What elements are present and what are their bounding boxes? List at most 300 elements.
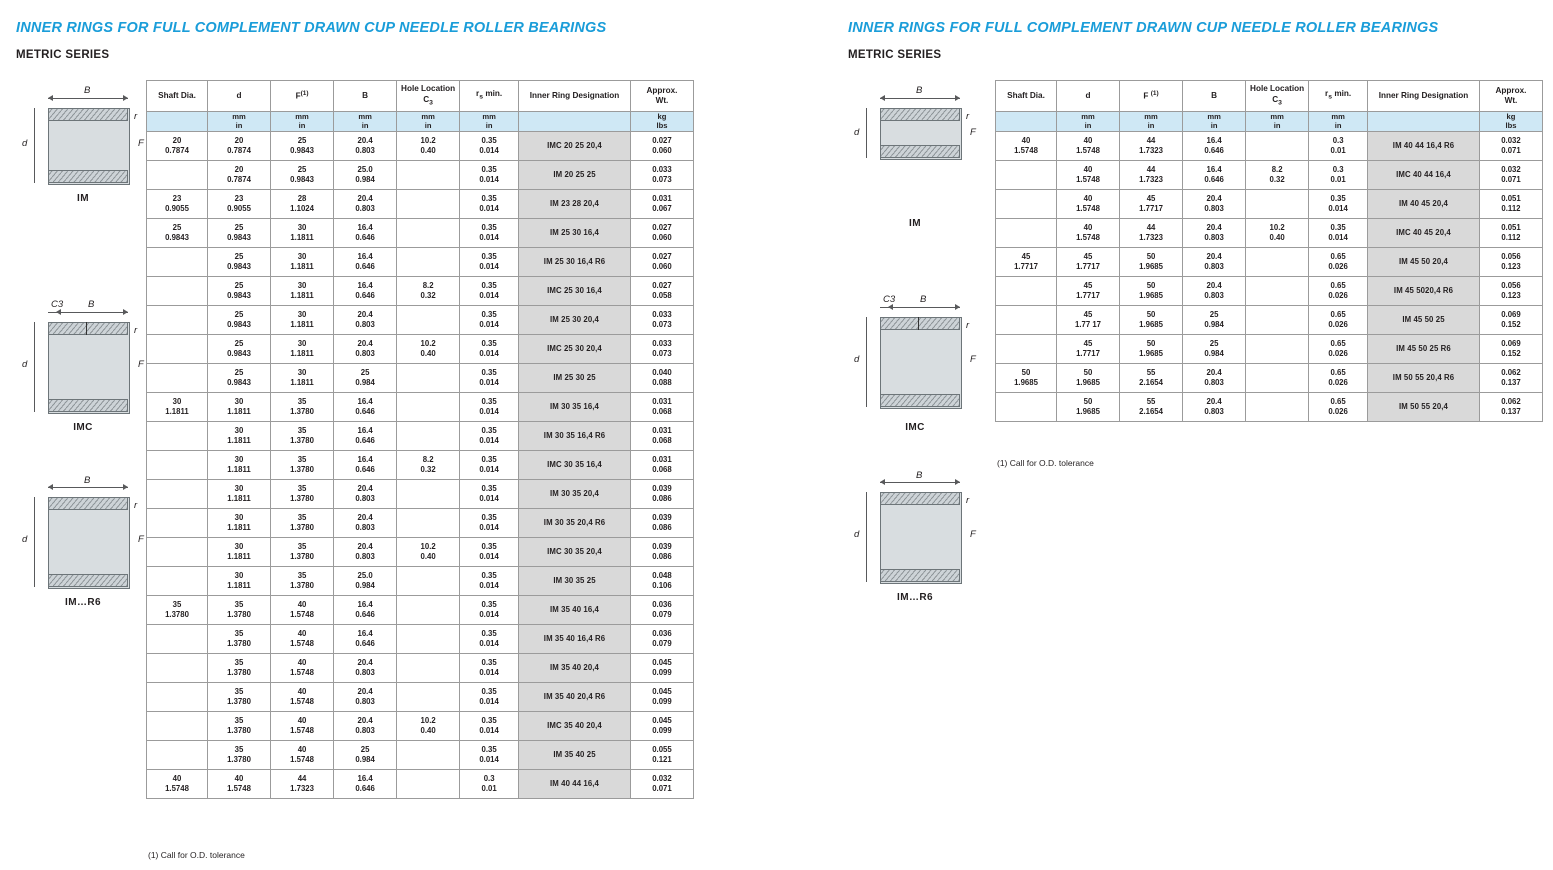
cell-value-mm: 16.4: [1206, 165, 1222, 175]
cell-value-mm: 20.4: [1206, 368, 1222, 378]
cell-value-mm: 0.031: [652, 455, 672, 465]
cell-value-in: 0.40: [420, 551, 436, 561]
cell-shaft-dia: [147, 769, 208, 798]
cell-value-in: 1.5748: [1014, 145, 1038, 155]
cell-value-mm: 40: [1083, 194, 1093, 204]
cell-hole-location: [1246, 160, 1309, 189]
cell-value-in: 0.646: [355, 261, 375, 271]
cell-value-in: 0.071: [1501, 145, 1521, 155]
cell-approx-wt: [630, 276, 693, 305]
cell-value-mm: 20.4: [357, 658, 373, 668]
cell-hole-location: [397, 305, 460, 334]
cell-value-mm: 25: [234, 223, 244, 233]
cell-r-min: [460, 334, 519, 363]
cell-shaft-dia: [147, 682, 208, 711]
cell-value-in: 0.646: [355, 638, 375, 648]
cell-approx-wt: [1479, 334, 1542, 363]
cell-value-mm: 16.4: [357, 252, 373, 262]
cell-r-min: [460, 479, 519, 508]
cell-value-in: 1.7717: [1076, 290, 1100, 300]
ring-section-hatch-bottom: [880, 569, 960, 582]
cell-value-in: 0.014: [479, 145, 499, 155]
cell-value-mm: 0.056: [1501, 252, 1521, 262]
cell-value-in: 1.3780: [290, 435, 314, 445]
cell-value-mm: 0.045: [652, 716, 672, 726]
cell-designation: IM 35 40 20,4 R6: [519, 682, 631, 711]
cell-value-in: 1.9685: [1139, 319, 1163, 329]
cell-value-mm: 0.069: [1501, 339, 1521, 349]
dim-label-f: F: [970, 127, 976, 138]
cell-value-mm: 0.35: [481, 368, 497, 378]
cell-approx-wt: [630, 131, 693, 160]
cell-shaft-dia: [147, 450, 208, 479]
cell-value-in: 1.7717: [1076, 261, 1100, 271]
cell-designation: IMC 25 30 20,4: [519, 334, 631, 363]
units-mm: mm: [1207, 112, 1221, 121]
cell-approx-wt: [1479, 276, 1542, 305]
cell-value-mm: 0.35: [481, 484, 497, 494]
cell-value-mm: 30: [297, 223, 307, 233]
cell-value-mm: 35: [234, 687, 244, 697]
table-header-row: [996, 81, 1543, 112]
cell-value-mm: 0.031: [652, 194, 672, 204]
table-units-row: [996, 112, 1543, 132]
table-row: [147, 305, 694, 334]
cell-designation: IM 45 5020,4 R6: [1368, 276, 1480, 305]
cell-approx-wt: [1479, 218, 1542, 247]
cell-value-in: 0.32: [420, 464, 436, 474]
drawing-im-r6-right: [850, 470, 980, 615]
cell-b: [1183, 131, 1246, 160]
th-shaft-dia: Shaft Dia.: [147, 81, 208, 112]
cell-value-in: 0.803: [355, 551, 375, 561]
right-spec-table: [995, 80, 1543, 422]
cell-designation: IM 30 35 16,4 R6: [519, 421, 631, 450]
cell-r-min: [1309, 247, 1368, 276]
dim-label-r: r: [966, 495, 970, 506]
cell-value-in: 0.014: [479, 377, 499, 387]
cell-d: [1057, 363, 1120, 392]
cell-value-mm: 30: [297, 281, 307, 291]
cell-value-in: 0.123: [1501, 261, 1521, 271]
cell-value-mm: 0.027: [652, 136, 672, 146]
cell-hole-location: [397, 682, 460, 711]
cell-b: [334, 189, 397, 218]
cell-value-mm: 16.4: [357, 629, 373, 639]
cell-r-min: [1309, 334, 1368, 363]
units-mm: mm: [1331, 112, 1345, 121]
cell-approx-wt: [630, 653, 693, 682]
cell-value-in: 0.646: [355, 406, 375, 416]
cell-approx-wt: [1479, 247, 1542, 276]
left-panel: [8, 0, 768, 870]
cell-value-in: 0.803: [355, 319, 375, 329]
drawing-im-r6-left: [18, 475, 148, 615]
cell-value-mm: 25: [360, 368, 370, 378]
cell-value-in: 0.984: [355, 174, 375, 184]
cell-r-min: [1309, 131, 1368, 160]
cell-value-in: 1.7323: [290, 783, 314, 793]
cell-value-mm: 0.033: [652, 339, 672, 349]
cell-value-mm: 40: [1021, 136, 1031, 146]
cell-d: [208, 334, 271, 363]
cell-d: [208, 131, 271, 160]
cell-hole-location: [397, 769, 460, 798]
cell-value-in: 1.9685: [1139, 261, 1163, 271]
cell-value-in: 0.014: [479, 580, 499, 590]
dim-d-line: [34, 322, 35, 412]
cell-value-in: 0.014: [479, 551, 499, 561]
cell-shaft-dia: [147, 537, 208, 566]
cell-approx-wt: [630, 769, 693, 798]
units-mm: mm: [358, 112, 372, 121]
cell-value-in: 0.40: [420, 725, 436, 735]
cell-value-mm: 10.2: [420, 136, 436, 146]
cell-value-in: 0.014: [479, 319, 499, 329]
cell-value-mm: 40: [297, 716, 307, 726]
th-inner-ring-designation: Inner Ring Designation: [519, 81, 631, 112]
cell-value-mm: 0.35: [1330, 223, 1346, 233]
cell-shaft-dia: [996, 189, 1057, 218]
cell-value-mm: 0.031: [652, 426, 672, 436]
dim-label-b: B: [88, 299, 95, 310]
cell-f: [271, 218, 334, 247]
cell-approx-wt: [630, 392, 693, 421]
cell-f: [271, 363, 334, 392]
cell-r-min: [460, 189, 519, 218]
cell-value-mm: 0.069: [1501, 310, 1521, 320]
cell-value-in: 1.3780: [290, 522, 314, 532]
cell-value-in: 0.7874: [165, 145, 189, 155]
cell-b: [334, 305, 397, 334]
cell-d: [208, 305, 271, 334]
units-mm: mm: [1270, 112, 1284, 121]
units-in: in: [361, 121, 369, 131]
cell-value-mm: 30: [297, 368, 307, 378]
table-units-row: [147, 112, 694, 132]
cell-value-in: 0.079: [652, 638, 672, 648]
cell-approx-wt: [630, 624, 693, 653]
cell-b: [334, 247, 397, 276]
units-shaft-dia: [147, 112, 208, 132]
cell-value-in: 0.803: [355, 725, 375, 735]
dim-label-d: d: [854, 127, 860, 138]
cell-approx-wt: [630, 479, 693, 508]
cell-value-in: 0.112: [1501, 203, 1521, 213]
cell-value-mm: 45: [1083, 281, 1093, 291]
cell-designation: IM 50 55 20,4: [1368, 392, 1480, 421]
cell-value-in: 1.3780: [165, 609, 189, 619]
table-row: [147, 653, 694, 682]
cell-value-mm: 0.35: [481, 194, 497, 204]
table-row: [147, 595, 694, 624]
cell-value-in: 1.5748: [290, 667, 314, 677]
cell-d: [208, 160, 271, 189]
cell-value-mm: 0.35: [481, 136, 497, 146]
dim-label-f: F: [138, 534, 144, 545]
cell-shaft-dia: [147, 363, 208, 392]
dim-d-line: [866, 492, 867, 582]
table-row: [147, 392, 694, 421]
cell-value-mm: 25.0: [357, 165, 373, 175]
cell-d: [1057, 160, 1120, 189]
ring-section-hatch-top: [48, 497, 128, 510]
cell-r-min: [460, 160, 519, 189]
cell-d: [1057, 218, 1120, 247]
table-row: [996, 334, 1543, 363]
table-row: [147, 189, 694, 218]
cell-value-mm: 0.35: [481, 310, 497, 320]
cell-r-min: [1309, 363, 1368, 392]
cell-value-in: 1.3780: [290, 580, 314, 590]
cell-b: [1183, 247, 1246, 276]
cell-value-in: 1.5748: [227, 783, 251, 793]
cell-value-mm: 16.4: [357, 426, 373, 436]
ring-section-hatch-bottom: [48, 574, 128, 587]
cell-approx-wt: [630, 334, 693, 363]
cell-f: [271, 711, 334, 740]
cell-b: [334, 769, 397, 798]
cell-designation: IM 35 40 25: [519, 740, 631, 769]
dim-b-arrow-left: [48, 484, 53, 490]
cell-value-mm: 20.4: [357, 194, 373, 204]
cell-value-in: 0.01: [481, 783, 497, 793]
table-row: [147, 566, 694, 595]
cell-shaft-dia: [147, 392, 208, 421]
cell-d: [1057, 247, 1120, 276]
units-designation: [519, 112, 631, 132]
cell-value-in: 0.9843: [227, 232, 251, 242]
dim-b-line: [48, 487, 128, 488]
cell-value-mm: 40: [297, 629, 307, 639]
dim-b-arrow-left: [48, 95, 53, 101]
cell-value-mm: 0.039: [652, 542, 672, 552]
units-shaft-dia: [996, 112, 1057, 132]
cell-r-min: [460, 421, 519, 450]
cell-shaft-dia: [147, 131, 208, 160]
cell-value-in: 1.5748: [290, 754, 314, 764]
cell-hole-location: [397, 276, 460, 305]
cell-value-mm: 0.35: [481, 600, 497, 610]
cell-value-in: 1.1811: [290, 348, 314, 358]
cell-value-in: 1.5748: [290, 696, 314, 706]
cell-value-mm: 35: [297, 513, 307, 523]
cell-shaft-dia: [996, 247, 1057, 276]
dim-b-arrow-right: [123, 309, 128, 315]
cell-shaft-dia: [996, 218, 1057, 247]
drawing-caption-imc: IMC: [905, 422, 925, 433]
cell-value-mm: 35: [234, 600, 244, 610]
cell-value-mm: 45: [1021, 252, 1031, 262]
cell-shaft-dia: [147, 479, 208, 508]
cell-value-mm: 0.35: [481, 223, 497, 233]
cell-hole-location: [397, 218, 460, 247]
cell-value-mm: 23: [172, 194, 182, 204]
cell-value-mm: 20.4: [357, 687, 373, 697]
cell-value-in: 1.1811: [290, 290, 314, 300]
cell-f: [271, 392, 334, 421]
cell-value-in: 0.071: [652, 783, 672, 793]
cell-hole-location: [397, 537, 460, 566]
cell-value-in: 0.646: [355, 464, 375, 474]
cell-b: [1183, 305, 1246, 334]
dim-b-arrow-right: [955, 304, 960, 310]
cell-value-mm: 0.032: [1501, 136, 1521, 146]
table-row: [147, 247, 694, 276]
cell-value-in: 0.646: [355, 290, 375, 300]
cell-value-mm: 55: [1146, 397, 1156, 407]
cell-f: [271, 769, 334, 798]
table-row: [996, 392, 1543, 421]
cell-value-in: 0.9055: [165, 203, 189, 213]
cell-designation: IM 35 40 16,4 R6: [519, 624, 631, 653]
cell-shaft-dia: [147, 508, 208, 537]
cell-value-in: 0.073: [652, 348, 672, 358]
cell-value-in: 1.5748: [1076, 174, 1100, 184]
cell-value-in: 1.3780: [290, 493, 314, 503]
cell-value-mm: 45: [1083, 310, 1093, 320]
cell-value-in: 1.3780: [227, 725, 251, 735]
cell-d: [208, 421, 271, 450]
cell-value-mm: 8.2: [422, 455, 434, 465]
cell-value-mm: 35: [234, 745, 244, 755]
cell-hole-location: [397, 363, 460, 392]
cell-d: [208, 392, 271, 421]
cell-b: [334, 711, 397, 740]
cell-d: [1057, 131, 1120, 160]
cell-b: [1183, 276, 1246, 305]
ring-section-hatch-bottom: [880, 394, 960, 407]
cell-value-in: 0.803: [355, 522, 375, 532]
units-in: in: [424, 121, 432, 131]
cell-value-in: 0.803: [1204, 377, 1224, 387]
cell-value-in: 0.646: [1204, 174, 1224, 184]
cell-value-mm: 20.4: [357, 136, 373, 146]
units-hole: [397, 112, 460, 132]
cell-value-in: 0.014: [479, 435, 499, 445]
cell-designation: IM 25 30 25: [519, 363, 631, 392]
cell-value-mm: 35: [297, 542, 307, 552]
cell-value-mm: 0.35: [481, 571, 497, 581]
left-footnote: (1) Call for O.D. tolerance: [148, 850, 245, 860]
cell-hole-location: [397, 653, 460, 682]
cell-shaft-dia: [996, 131, 1057, 160]
cell-value-mm: 0.027: [652, 252, 672, 262]
cell-d: [208, 363, 271, 392]
cell-r-min: [460, 508, 519, 537]
cell-value-mm: 25: [360, 745, 370, 755]
cell-value-in: 0.646: [355, 783, 375, 793]
cell-hole-location: [397, 160, 460, 189]
ring-section-hatch-bottom: [48, 399, 128, 412]
cell-value-mm: 25: [234, 252, 244, 262]
cell-value-mm: 35: [172, 600, 182, 610]
cell-value-in: 0.067: [652, 203, 672, 213]
cell-value-mm: 40: [1083, 136, 1093, 146]
table-row: [996, 218, 1543, 247]
cell-b: [334, 740, 397, 769]
cell-value-in: 1.1811: [227, 406, 251, 416]
cell-d: [208, 653, 271, 682]
cell-r-min: [460, 740, 519, 769]
cell-value-in: 1.1811: [227, 522, 251, 532]
cell-value-mm: 35: [297, 455, 307, 465]
cell-designation: IM 45 50 25: [1368, 305, 1480, 334]
cell-d: [208, 624, 271, 653]
cell-designation: IM 40 44 16,4 R6: [1368, 131, 1480, 160]
cell-value-in: 1.3780: [290, 406, 314, 416]
cell-hole-location: [397, 711, 460, 740]
cell-shaft-dia: [147, 421, 208, 450]
cell-value-in: 0.014: [479, 174, 499, 184]
cell-value-mm: 20.4: [357, 716, 373, 726]
cell-value-in: 1.1811: [227, 580, 251, 590]
cell-value-in: 1.9685: [1014, 377, 1038, 387]
cell-approx-wt: [630, 711, 693, 740]
cell-r-min: [460, 595, 519, 624]
units-f: [271, 112, 334, 132]
cell-hole-location: [397, 131, 460, 160]
cell-hole-location: [1246, 131, 1309, 160]
cell-value-in: 0.014: [479, 232, 499, 242]
cell-value-in: 1.9685: [1139, 348, 1163, 358]
cell-value-mm: 0.032: [652, 774, 672, 784]
th-b: B: [1183, 81, 1246, 112]
dim-label-b: B: [916, 85, 923, 96]
cell-value-in: 1.3780: [227, 754, 251, 764]
cell-value-in: 0.014: [479, 464, 499, 474]
cell-f: [1120, 247, 1183, 276]
cell-b: [334, 653, 397, 682]
cell-approx-wt: [630, 218, 693, 247]
right-page-subtitle: METRIC SERIES: [848, 49, 942, 61]
cell-value-in: 0.803: [355, 667, 375, 677]
table-row: [147, 421, 694, 450]
cell-shaft-dia: [147, 740, 208, 769]
cell-value-in: 1.1811: [227, 551, 251, 561]
cell-f: [271, 537, 334, 566]
cell-value-mm: 30: [234, 397, 244, 407]
cell-value-in: 0.803: [355, 493, 375, 503]
cell-value-in: 1.7323: [1139, 232, 1163, 242]
units-mm: mm: [1081, 112, 1095, 121]
cell-r-min: [460, 653, 519, 682]
right-table-body: [996, 131, 1543, 421]
cell-b: [334, 334, 397, 363]
cell-value-mm: 10.2: [1269, 223, 1285, 233]
cell-d: [208, 537, 271, 566]
drawing-im-left: [18, 85, 148, 210]
cell-value-in: 1.1811: [290, 319, 314, 329]
cell-value-mm: 20.4: [357, 310, 373, 320]
dim-label-f: F: [970, 354, 976, 365]
cell-r-min: [460, 711, 519, 740]
cell-value-mm: 10.2: [420, 716, 436, 726]
cell-value-in: 0.984: [355, 754, 375, 764]
cell-value-mm: 30: [234, 484, 244, 494]
cell-shaft-dia: [147, 247, 208, 276]
cell-d: [208, 276, 271, 305]
cell-value-in: 0.086: [652, 551, 672, 561]
cell-value-in: 0.079: [652, 609, 672, 619]
cell-value-mm: 0.040: [652, 368, 672, 378]
cell-value-mm: 0.65: [1330, 310, 1346, 320]
cell-value-in: 0.086: [652, 493, 672, 503]
cell-value-mm: 0.033: [652, 165, 672, 175]
cell-value-in: 1.5748: [1076, 232, 1100, 242]
cell-b: [334, 537, 397, 566]
cell-value-mm: 20.4: [357, 513, 373, 523]
